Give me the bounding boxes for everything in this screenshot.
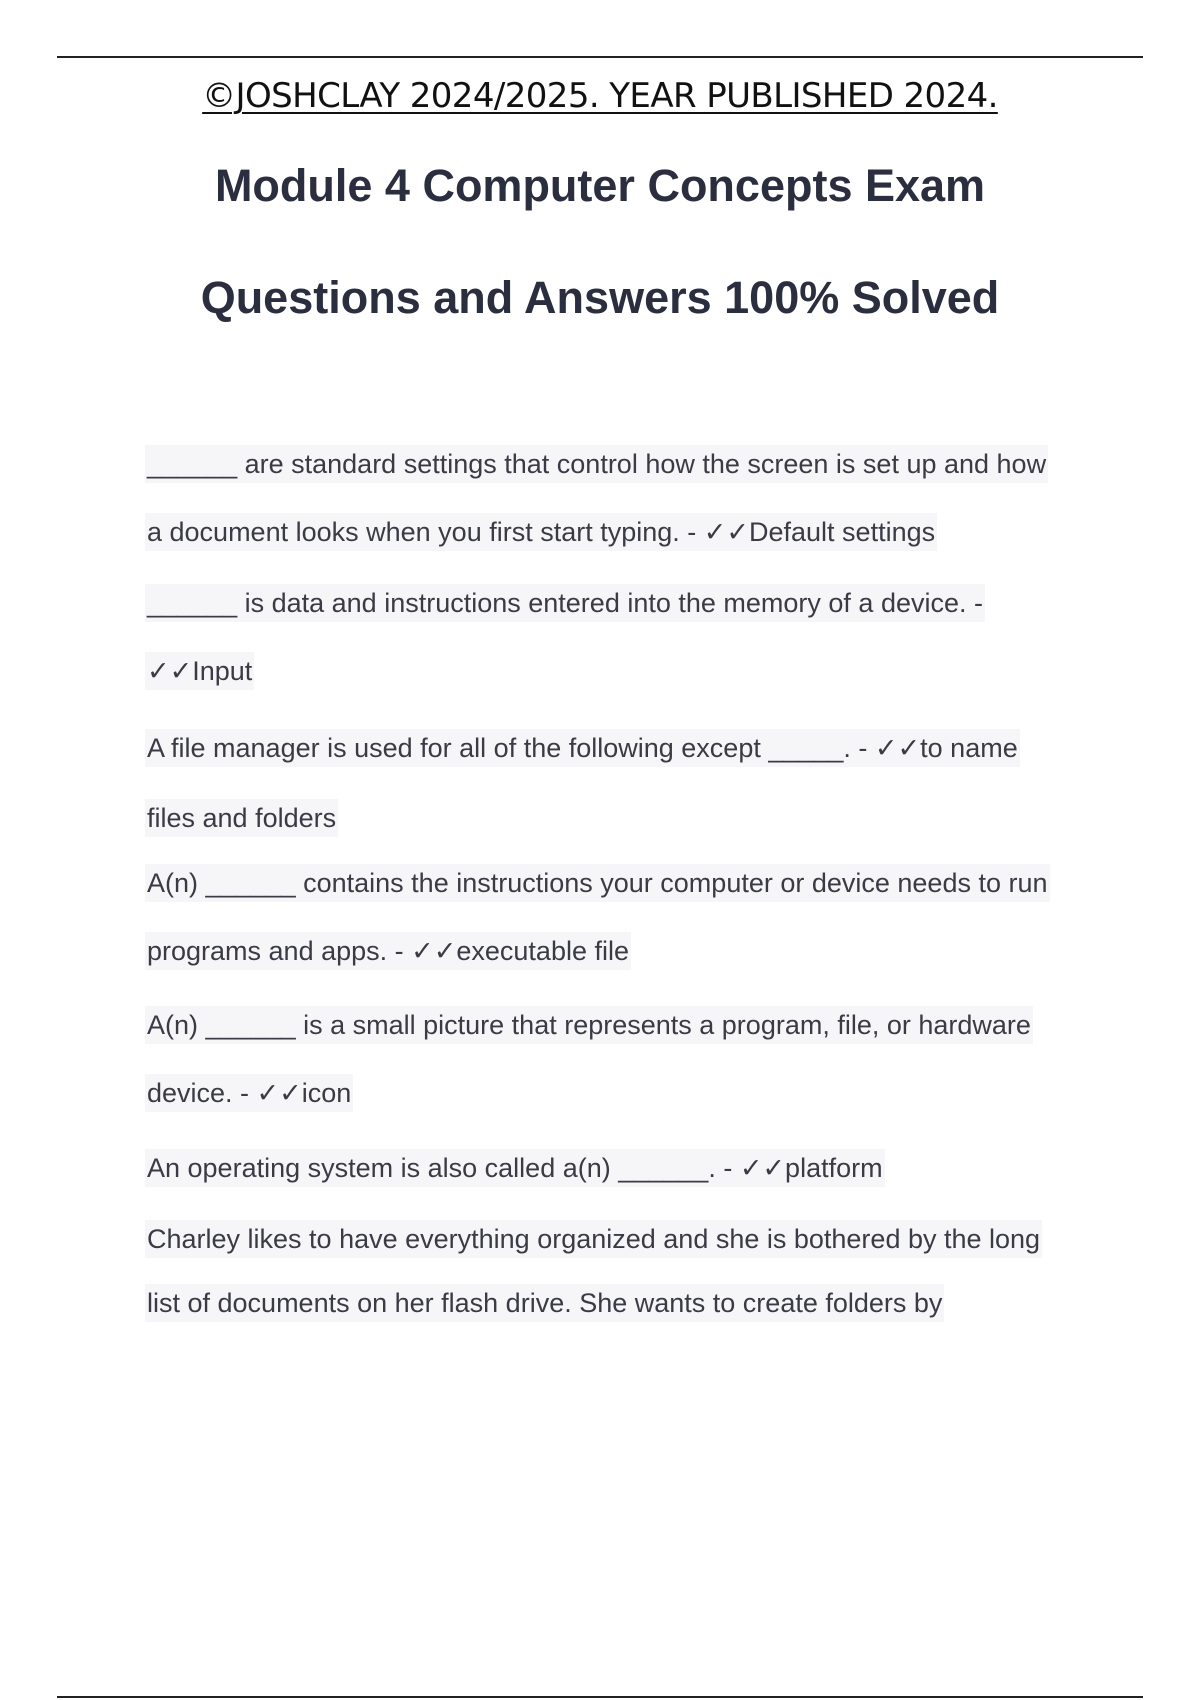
document-title-line-1: Module 4 Computer Concepts Exam <box>214 160 986 211</box>
qa-item-1-line-1: ______ are standard settings that control how the screen is set up and how <box>145 445 1048 483</box>
qa-item-6-line-1: An operating system is also called a(n) ______. - ✓✓platform <box>145 1149 885 1187</box>
qa-item-5-line-2: device. - ✓✓icon <box>145 1074 353 1112</box>
top-divider <box>57 56 1143 58</box>
copyright-text: ©JOSHCLAY 2024/2025. YEAR PUBLISHED 2024. <box>202 76 998 116</box>
copyright-header <box>0 76 1200 116</box>
qa-item-7-line-2: list of documents on her flash drive. She wants to create folders by <box>145 1284 944 1322</box>
qa-item-4-line-1: A(n) ______ contains the instructions your computer or device needs to run <box>145 864 1050 902</box>
document-title-line-2: Questions and Answers 100% Solved <box>200 272 1000 323</box>
qa-item-3-line-2: files and folders <box>145 799 338 837</box>
qa-item-5-line-1: A(n) ______ is a small picture that represents a program, file, or hardware <box>145 1006 1033 1044</box>
qa-item-4-line-2: programs and apps. - ✓✓executable file <box>145 932 631 970</box>
qa-item-7-line-1: Charley likes to have everything organized and she is bothered by the long <box>145 1220 1042 1258</box>
qa-item-2-line-1: ______ is data and instructions entered into the memory of a device. - <box>145 584 985 622</box>
qa-item-1-line-2: a document looks when you first start typing. - ✓✓Default settings <box>145 513 937 551</box>
qa-item-3-line-1: A file manager is used for all of the following except _____. - ✓✓to name <box>145 729 1020 767</box>
qa-item-2-line-2: ✓✓Input <box>145 652 254 690</box>
bottom-divider <box>57 1696 1143 1698</box>
